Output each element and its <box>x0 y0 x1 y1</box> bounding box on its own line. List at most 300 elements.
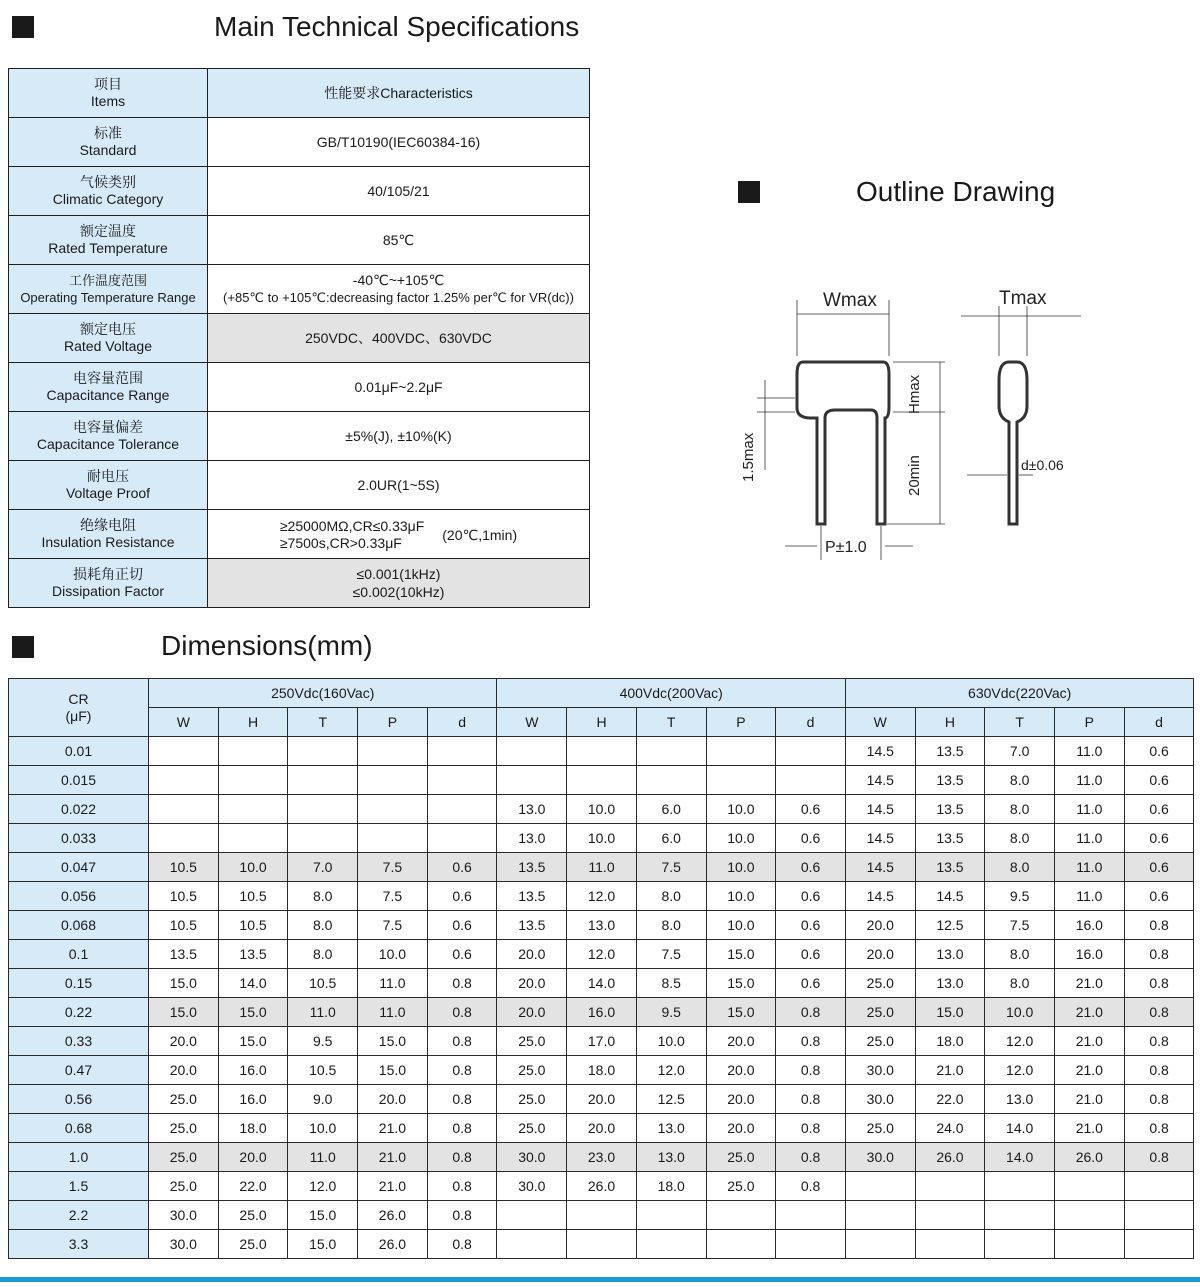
dimension-cell: 30.0 <box>497 1143 567 1172</box>
dims-col-header-h: H <box>915 708 985 737</box>
dimension-cell <box>706 1201 776 1230</box>
spec-row-rated-voltage <box>9 314 590 363</box>
section-marker-square <box>12 16 34 38</box>
dimension-cell: 16.0 <box>218 1056 288 1085</box>
dimension-cell: 0.8 <box>1124 1085 1194 1114</box>
dimension-cell: 21.0 <box>1055 969 1125 998</box>
capacitance-cell: 0.68 <box>9 1114 149 1143</box>
dimension-cell: 13.5 <box>497 911 567 940</box>
spec-row-climatic-category <box>9 167 590 216</box>
dimension-cell: 10.0 <box>706 824 776 853</box>
dimension-cell: 0.8 <box>776 1143 846 1172</box>
dimension-cell <box>706 766 776 795</box>
dimension-cell: 26.0 <box>358 1230 428 1259</box>
dimension-cell: 20.0 <box>497 998 567 1027</box>
capacitance-cell: 0.56 <box>9 1085 149 1114</box>
dimension-cell: 15.0 <box>915 998 985 1027</box>
dimension-cell: 12.0 <box>985 1056 1055 1085</box>
dimension-cell <box>1055 1172 1125 1201</box>
dims-col-header-d: d <box>427 708 497 737</box>
dimension-cell: 0.8 <box>1124 1114 1194 1143</box>
dimension-cell: 0.8 <box>776 1085 846 1114</box>
spec-value-line: -40℃~+105℃ <box>352 272 445 288</box>
specs-header-characteristics: 性能要求Characteristics <box>208 69 590 118</box>
spec-row-insulation-resistance <box>9 510 590 559</box>
dimension-cell: 25.0 <box>845 1027 915 1056</box>
dimension-cell <box>567 1201 637 1230</box>
spec-item-en: Capacitance Range <box>46 387 170 403</box>
specifications-table <box>8 68 590 608</box>
capacitance-cell: 0.047 <box>9 853 149 882</box>
dims-cr-header <box>9 679 149 737</box>
dimension-cell: 25.0 <box>706 1143 776 1172</box>
spec-item-label <box>9 314 208 363</box>
dimension-cell: 0.6 <box>776 853 846 882</box>
dimension-cell: 8.0 <box>985 766 1055 795</box>
spec-item-en: Capacitance Tolerance <box>36 436 180 452</box>
dims-col-header-w: W <box>149 708 219 737</box>
dimension-cell <box>218 795 288 824</box>
dimension-cell: 15.0 <box>149 969 219 998</box>
section-marker-square <box>738 181 760 203</box>
dimension-cell: 0.8 <box>427 1143 497 1172</box>
dimension-cell: 0.6 <box>776 795 846 824</box>
dimension-cell: 0.8 <box>427 1085 497 1114</box>
bottom-rule <box>0 1277 1200 1282</box>
cr-unit: (μF) <box>65 707 92 724</box>
dimension-cell: 7.5 <box>636 940 706 969</box>
capacitance-cell: 0.056 <box>9 882 149 911</box>
dimension-cell: 13.5 <box>915 766 985 795</box>
spec-value: 85℃ <box>208 216 590 265</box>
dimension-cell <box>567 737 637 766</box>
dimension-cell: 20.0 <box>358 1085 428 1114</box>
dimension-cell <box>358 795 428 824</box>
dimension-cell: 13.0 <box>985 1085 1055 1114</box>
dimension-cell: 11.0 <box>288 1143 358 1172</box>
dimensions-title: Dimensions(mm) <box>161 630 373 661</box>
dimension-cell: 21.0 <box>915 1056 985 1085</box>
dimension-cell: 0.6 <box>1124 766 1194 795</box>
dimension-cell: 25.0 <box>149 1085 219 1114</box>
dimension-cell: 20.0 <box>845 911 915 940</box>
table-row <box>9 911 1194 940</box>
dimension-cell: 7.5 <box>358 853 428 882</box>
dims-col-header-t: T <box>636 708 706 737</box>
dimension-cell: 16.0 <box>1055 911 1125 940</box>
dimension-cell: 11.0 <box>358 998 428 1027</box>
dimension-cell <box>845 1201 915 1230</box>
dimension-cell: 22.0 <box>915 1085 985 1114</box>
dimension-cell: 20.0 <box>497 940 567 969</box>
dimension-cell: 7.0 <box>985 737 1055 766</box>
dimension-cell: 0.6 <box>427 911 497 940</box>
dimension-cell: 10.5 <box>149 882 219 911</box>
table-row <box>9 1056 1194 1085</box>
dimension-cell <box>358 737 428 766</box>
dimension-cell: 10.5 <box>149 853 219 882</box>
dimension-cell <box>358 766 428 795</box>
dimension-cell: 12.5 <box>636 1085 706 1114</box>
dimension-cell <box>985 1172 1055 1201</box>
dimension-cell: 30.0 <box>149 1230 219 1259</box>
dimension-cell: 30.0 <box>845 1143 915 1172</box>
specs-header-items <box>9 69 208 118</box>
dimension-cell: 18.0 <box>915 1027 985 1056</box>
spec-item-label <box>9 167 208 216</box>
dimension-cell: 25.0 <box>497 1114 567 1143</box>
outline-title: Outline Drawing <box>856 176 1056 207</box>
header-item-cn: 项目 <box>94 76 122 92</box>
table-row <box>9 998 1194 1027</box>
dimension-cell: 0.8 <box>776 998 846 1027</box>
dimension-cell: 14.5 <box>845 795 915 824</box>
dimension-cell <box>218 766 288 795</box>
spec-row-standard <box>9 118 590 167</box>
dimension-cell: 20.0 <box>149 1056 219 1085</box>
capacitance-cell: 0.033 <box>9 824 149 853</box>
dimension-cell: 8.0 <box>985 940 1055 969</box>
dims-col-header-t: T <box>985 708 1055 737</box>
dimension-cell: 8.0 <box>288 940 358 969</box>
dimension-cell: 13.0 <box>497 824 567 853</box>
dimension-cell: 12.0 <box>567 940 637 969</box>
dimension-cell: 0.8 <box>427 998 497 1027</box>
dimension-cell: 25.0 <box>149 1172 219 1201</box>
dimension-cell: 18.0 <box>636 1172 706 1201</box>
spec-value: 250VDC、400VDC、630VDC <box>208 314 590 363</box>
dimension-cell: 10.0 <box>636 1027 706 1056</box>
dimension-cell: 0.8 <box>427 1172 497 1201</box>
dimension-cell: 0.6 <box>776 882 846 911</box>
dims-col-header-h: H <box>218 708 288 737</box>
dimension-cell: 0.6 <box>776 911 846 940</box>
dimension-cell: 14.5 <box>845 882 915 911</box>
table-row <box>9 1114 1194 1143</box>
dimension-cell <box>149 737 219 766</box>
specs-header-row <box>9 69 590 118</box>
dimension-cell: 8.0 <box>985 969 1055 998</box>
dimension-cell: 11.0 <box>1055 795 1125 824</box>
spec-value: 40/105/21 <box>208 167 590 216</box>
dimension-cell: 20.0 <box>567 1114 637 1143</box>
dimension-cell: 8.5 <box>636 969 706 998</box>
dimension-cell <box>427 766 497 795</box>
dimension-cell: 25.0 <box>497 1056 567 1085</box>
dimension-cell: 10.0 <box>706 853 776 882</box>
dimension-cell: 21.0 <box>358 1172 428 1201</box>
dimension-cell: 7.5 <box>358 911 428 940</box>
spec-item-en: Insulation Resistance <box>41 534 175 550</box>
spec-item-label <box>9 363 208 412</box>
dimension-cell: 0.8 <box>427 1056 497 1085</box>
dimension-cell: 20.0 <box>567 1085 637 1114</box>
spec-value-line: ≥25000MΩ,CR≤0.33μF <box>279 517 425 534</box>
dimension-cell: 20.0 <box>149 1027 219 1056</box>
dimension-cell: 0.8 <box>776 1027 846 1056</box>
spec-item-en: Voltage Proof <box>65 485 151 501</box>
dimension-cell: 21.0 <box>358 1114 428 1143</box>
spec-item-en: Standard <box>79 142 137 158</box>
dims-col-header-t: T <box>288 708 358 737</box>
spec-item-en: Dissipation Factor <box>51 583 165 599</box>
capacitance-cell: 0.47 <box>9 1056 149 1085</box>
dimension-cell: 25.0 <box>845 969 915 998</box>
dimension-cell: 30.0 <box>149 1201 219 1230</box>
dimension-cell: 11.0 <box>1055 882 1125 911</box>
dimension-cell: 20.0 <box>497 969 567 998</box>
dimension-cell <box>636 766 706 795</box>
dimension-cell: 15.0 <box>358 1027 428 1056</box>
dimension-cell <box>288 795 358 824</box>
spec-value-note: (+85℃ to +105℃:decreasing factor 1.25% per℃ for VR(dc)) <box>223 290 574 305</box>
spec-item-cn: 电容量偏差 <box>73 419 143 435</box>
dimension-cell: 10.5 <box>288 1056 358 1085</box>
dimension-cell: 15.0 <box>149 998 219 1027</box>
dimension-cell: 10.0 <box>358 940 428 969</box>
dimension-cell <box>567 1230 637 1259</box>
spec-item-en: Rated Temperature <box>48 240 168 256</box>
dimension-cell: 8.0 <box>985 853 1055 882</box>
dims-col-header-w: W <box>845 708 915 737</box>
dimension-cell <box>1055 1230 1125 1259</box>
dimension-cell <box>497 766 567 795</box>
group-630v: 630Vdc(220Vac) <box>845 679 1193 708</box>
dimension-cell: 10.5 <box>218 911 288 940</box>
dimension-cell: 12.0 <box>567 882 637 911</box>
dimension-cell: 0.8 <box>776 1114 846 1143</box>
dimension-cell: 12.0 <box>288 1172 358 1201</box>
dimension-cell: 10.0 <box>985 998 1055 1027</box>
dims-col-header-p: P <box>358 708 428 737</box>
dimension-cell: 16.0 <box>218 1085 288 1114</box>
dimension-cell <box>776 1230 846 1259</box>
dimension-cell: 11.0 <box>1055 766 1125 795</box>
dimension-cell <box>636 737 706 766</box>
dimension-cell <box>845 1230 915 1259</box>
dimension-cell: 13.5 <box>497 853 567 882</box>
dimension-cell: 21.0 <box>1055 1027 1125 1056</box>
dimension-cell: 8.0 <box>636 882 706 911</box>
dimension-cell: 21.0 <box>1055 1056 1125 1085</box>
dimension-cell <box>497 737 567 766</box>
dimension-cell: 11.0 <box>1055 824 1125 853</box>
dimension-cell: 7.5 <box>358 882 428 911</box>
table-row <box>9 1230 1194 1259</box>
dimension-cell: 7.5 <box>985 911 1055 940</box>
dimension-cell: 21.0 <box>358 1143 428 1172</box>
dimension-cell: 30.0 <box>845 1056 915 1085</box>
dimension-cell: 0.8 <box>427 1201 497 1230</box>
dimension-cell: 14.0 <box>567 969 637 998</box>
dimension-cell: 20.0 <box>706 1114 776 1143</box>
dimension-cell: 13.5 <box>149 940 219 969</box>
capacitance-cell: 3.3 <box>9 1230 149 1259</box>
spec-item-label <box>9 412 208 461</box>
dimension-cell: 25.0 <box>845 1114 915 1143</box>
dimension-cell: 22.0 <box>218 1172 288 1201</box>
dimension-cell: 6.0 <box>636 824 706 853</box>
cr-label: CR <box>68 690 89 707</box>
dimension-cell <box>497 1230 567 1259</box>
spec-value <box>208 559 590 608</box>
table-row <box>9 824 1194 853</box>
dimension-cell: 0.6 <box>1124 795 1194 824</box>
spec-item-cn: 额定电压 <box>80 321 136 337</box>
capacitance-cell: 0.1 <box>9 940 149 969</box>
dimension-cell: 21.0 <box>1055 1085 1125 1114</box>
dimension-cell <box>358 824 428 853</box>
dimension-cell: 25.0 <box>497 1085 567 1114</box>
dims-col-header-p: P <box>1055 708 1125 737</box>
dimension-cell: 0.6 <box>1124 737 1194 766</box>
spec-item-cn: 损耗角正切 <box>73 566 143 582</box>
spec-value: 2.0UR(1~5S) <box>208 461 590 510</box>
dimension-cell: 9.5 <box>288 1027 358 1056</box>
dimension-cell <box>985 1201 1055 1230</box>
dimension-cell <box>985 1230 1055 1259</box>
table-row <box>9 1027 1194 1056</box>
label-lead-diameter: d±0.06 <box>1021 457 1064 473</box>
spec-row-capacitance-range <box>9 363 590 412</box>
dimension-cell: 0.8 <box>1124 911 1194 940</box>
dimension-cell: 14.5 <box>845 737 915 766</box>
spec-row-dissipation-factor <box>9 559 590 608</box>
dimension-cell <box>915 1230 985 1259</box>
dimension-cell: 0.8 <box>1124 969 1194 998</box>
spec-item-label <box>9 216 208 265</box>
dimension-cell: 13.0 <box>636 1114 706 1143</box>
dimension-cell: 0.8 <box>776 1056 846 1085</box>
dimension-cell: 26.0 <box>567 1172 637 1201</box>
dimension-cell: 20.0 <box>706 1085 776 1114</box>
dims-col-header-w: W <box>497 708 567 737</box>
table-row <box>9 1085 1194 1114</box>
dimension-cell <box>706 737 776 766</box>
spec-item-cn: 绝缘电阻 <box>80 517 136 533</box>
dimension-cell: 13.5 <box>497 882 567 911</box>
dimension-cell: 17.0 <box>567 1027 637 1056</box>
dimension-cell: 24.0 <box>915 1114 985 1143</box>
spec-item-cn: 气候类别 <box>80 174 136 190</box>
dimension-cell: 6.0 <box>636 795 706 824</box>
spec-value-line: ≥7500s,CR>0.33μF <box>279 534 402 551</box>
dimension-cell: 13.5 <box>915 824 985 853</box>
dimension-cell: 11.0 <box>567 853 637 882</box>
label-wmax: Wmax <box>823 290 877 311</box>
dims-column-header-row <box>9 708 1194 737</box>
dimension-cell: 25.0 <box>149 1143 219 1172</box>
dimension-cell: 26.0 <box>1055 1143 1125 1172</box>
dims-col-header-d: d <box>1124 708 1194 737</box>
dimension-cell <box>567 766 637 795</box>
dimension-cell <box>497 1201 567 1230</box>
dimension-cell: 10.5 <box>218 882 288 911</box>
capacitance-cell: 0.022 <box>9 795 149 824</box>
dimension-cell: 8.0 <box>985 824 1055 853</box>
capacitance-cell: 2.2 <box>9 1201 149 1230</box>
dimension-cell: 11.0 <box>288 998 358 1027</box>
dimension-cell: 0.6 <box>776 969 846 998</box>
dimension-cell: 0.6 <box>1124 824 1194 853</box>
dimension-cell <box>776 1201 846 1230</box>
dimension-cell: 16.0 <box>1055 940 1125 969</box>
spec-item-label <box>9 461 208 510</box>
dimension-cell: 13.0 <box>915 940 985 969</box>
dimension-cell: 11.0 <box>1055 737 1125 766</box>
dimension-cell <box>1124 1230 1194 1259</box>
dimension-cell: 0.8 <box>776 1172 846 1201</box>
group-250v: 250Vdc(160Vac) <box>149 679 497 708</box>
spec-value-line: ≤0.002(10kHz) <box>352 584 445 600</box>
dimension-cell: 0.8 <box>1124 940 1194 969</box>
dimension-cell: 15.0 <box>706 969 776 998</box>
dimension-cell: 8.0 <box>985 795 1055 824</box>
spec-item-en: Climatic Category <box>52 191 164 207</box>
dimension-cell: 13.5 <box>218 940 288 969</box>
dimension-cell: 23.0 <box>567 1143 637 1172</box>
table-row <box>9 1143 1194 1172</box>
spec-item-cn: 耐电压 <box>87 468 129 484</box>
table-row <box>9 940 1194 969</box>
dimension-cell: 0.8 <box>1124 998 1194 1027</box>
table-row <box>9 1172 1194 1201</box>
dimension-cell: 10.5 <box>288 969 358 998</box>
dimension-cell: 15.0 <box>218 998 288 1027</box>
dims-group-header-row <box>9 679 1194 708</box>
dimension-cell: 20.0 <box>845 940 915 969</box>
dimension-cell: 0.6 <box>1124 853 1194 882</box>
dimension-cell: 25.0 <box>218 1230 288 1259</box>
dimension-cell <box>776 766 846 795</box>
dimension-cell: 25.0 <box>845 998 915 1027</box>
dimension-cell: 13.0 <box>567 911 637 940</box>
dimension-cell: 10.0 <box>706 882 776 911</box>
dimension-cell: 20.0 <box>218 1143 288 1172</box>
dimension-cell: 26.0 <box>915 1143 985 1172</box>
dimensions-table <box>8 678 1194 1259</box>
dimension-cell: 25.0 <box>218 1201 288 1230</box>
dimension-cell: 26.0 <box>358 1201 428 1230</box>
dimension-cell <box>427 795 497 824</box>
spec-row-operating-temperature <box>9 265 590 314</box>
table-row <box>9 737 1194 766</box>
dimension-cell: 18.0 <box>218 1114 288 1143</box>
section-marker-square <box>12 636 34 658</box>
dimension-cell <box>636 1201 706 1230</box>
dimension-cell: 13.0 <box>497 795 567 824</box>
spec-value-line: ≤0.001(1kHz) <box>356 566 441 582</box>
dimension-cell: 21.0 <box>1055 998 1125 1027</box>
dimension-cell: 0.6 <box>1124 882 1194 911</box>
spec-item-label <box>9 118 208 167</box>
dimension-cell: 20.0 <box>706 1056 776 1085</box>
spec-item-cn: 电容量范围 <box>73 370 143 386</box>
dimension-cell: 18.0 <box>567 1056 637 1085</box>
spec-value <box>208 510 590 559</box>
dimension-cell: 14.0 <box>218 969 288 998</box>
capacitance-cell: 0.22 <box>9 998 149 1027</box>
dimension-cell: 10.0 <box>288 1114 358 1143</box>
dimension-cell: 10.0 <box>218 853 288 882</box>
spec-row-rated-temperature <box>9 216 590 265</box>
dimension-cell: 0.8 <box>1124 1143 1194 1172</box>
dimension-cell <box>427 737 497 766</box>
dimension-cell: 21.0 <box>1055 1114 1125 1143</box>
label-hmax: Hmax <box>906 374 923 414</box>
dimension-cell: 10.0 <box>567 824 637 853</box>
dimension-cell: 25.0 <box>497 1027 567 1056</box>
